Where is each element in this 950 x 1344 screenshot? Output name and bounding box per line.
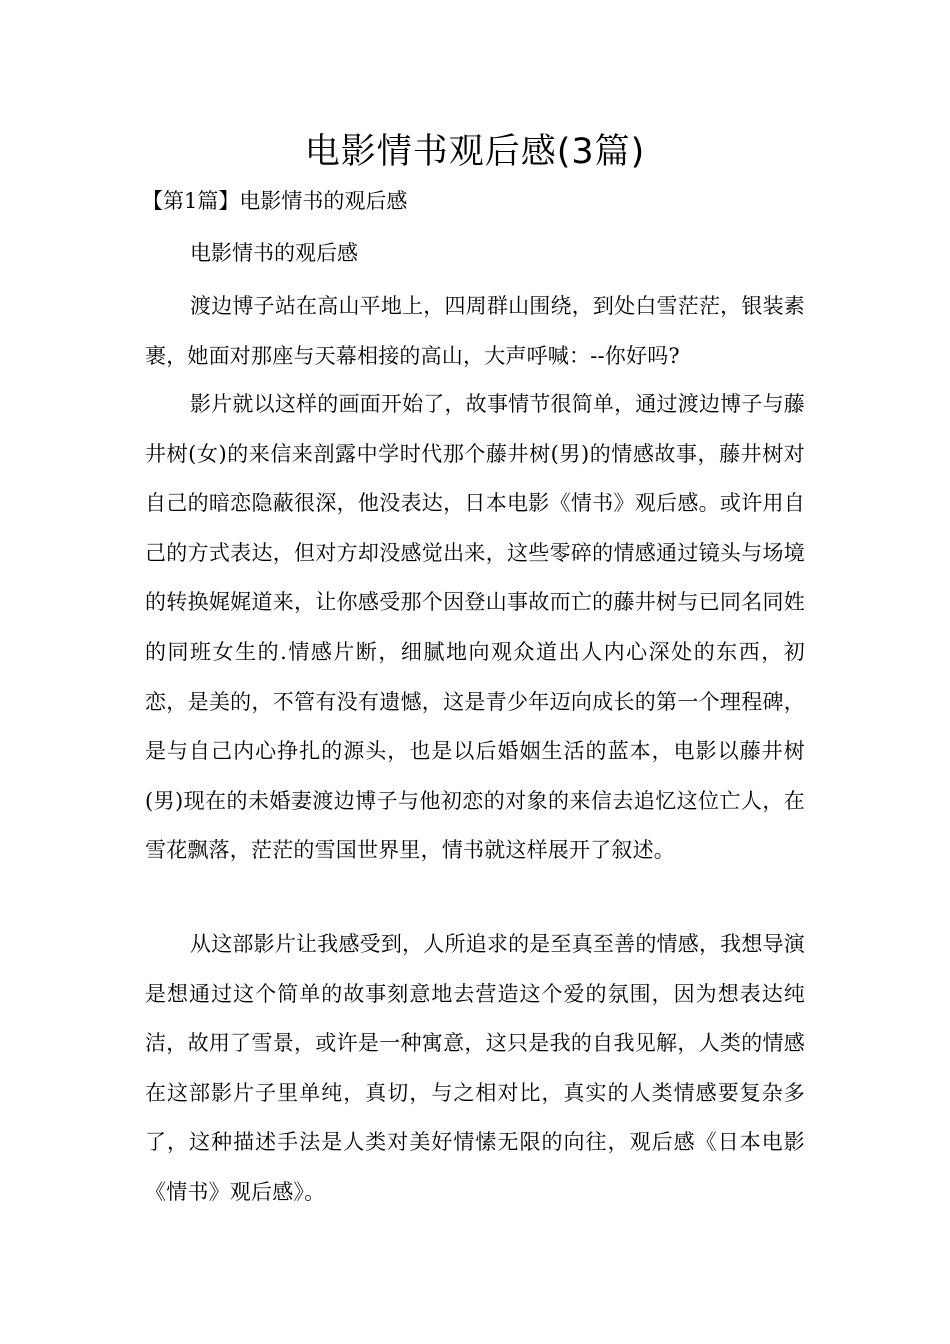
document-title: 电影情书观后感(3篇)	[304, 132, 646, 172]
body-paragraph: 渡边博子站在高山平地上，四周群山围绕，到处白雪茫茫，银装素裹，她面对那座与天幕相接的高山，大声呼喊：--你好吗?	[145, 294, 805, 368]
section-heading: 【第1篇】电影情书的观后感	[142, 189, 408, 213]
body-paragraph: 从这部影片让我感受到，人所追求的是至真至善的情感，我想导演是想通过这个简单的故事刻意地去营造这个爱的氛围，因为想表达纯洁，故用了雪景，或许是一种寓意，这只是我的自我见解，人类的情感在这部影片子里单纯，真切，与之相对比，真实的人类情感要复杂多了，这种描述手法是人类对美好情愫无限的向往，观后感《日本电影《情书》观后感》。	[145, 932, 805, 1204]
article-subtitle: 电影情书的观后感	[190, 241, 358, 265]
body-paragraph: 影片就以这样的画面开始了，故事情节很简单，通过渡边博子与藤井树(女)的来信来剖露中学时代那个藤井树(男)的情感故事，藤井树对自己的暗恋隐蔽很深，他没表达，日本电影《情书》观后感。或许用自己的方式表达，但对方却没感觉出来，这些零碎的情感通过镜头与场境的转换娓娓道来，让你感受那个因登山事故而亡的藤井树与已同名同姓的同班女生的.情感片断，细腻地向观众道出人内心深处的东西，初恋，是美的，不管有没有遗憾，这是青少年迈向成长的第一个理程碑，是与自己内心挣扎的源头，也是以后婚姻生活的蓝本，电影以藤井树(男)现在的未婚妻渡边博子与他初恋的对象的来信去追忆这位亡人，在雪花飘落，茫茫的雪国世界里，情书就这样展开了叙述。	[145, 392, 805, 863]
